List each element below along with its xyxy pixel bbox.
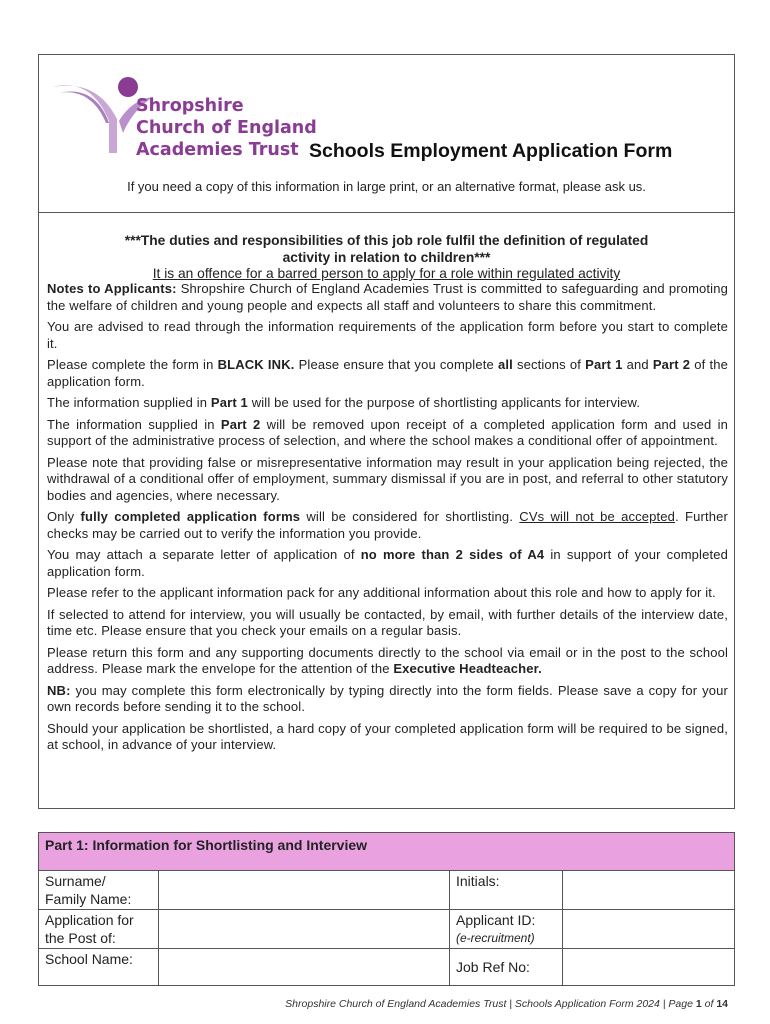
barred-person-warning: It is an offence for a barred person to apply for a role within regulated activity bbox=[152, 266, 621, 281]
note-paragraph: The information supplied in Part 1 will be used for the purpose of shortlisting applicants for interview. bbox=[47, 395, 641, 410]
school-name-field[interactable] bbox=[159, 949, 450, 986]
form-title: Schools Employment Application Form bbox=[309, 140, 673, 162]
note-paragraph: Please refer to the applicant information pack for any additional information about this role and how to apply for it. bbox=[47, 585, 716, 600]
job-ref-label: Job Ref No: bbox=[450, 949, 563, 986]
page-footer: Shropshire Church of England Academies Trust | Schools Application Form 2024 | Page 1 of 14 bbox=[285, 998, 728, 1010]
large-print-note: If you need a copy of this information in large print, or an alternative format, please ask us. bbox=[127, 179, 646, 194]
note-paragraph: If selected to attend for interview, you will usually be contacted, by email, with further details of the interview date, time etc. Please ensure that you check your emails on a regular basis. bbox=[47, 606, 728, 638]
applicant-notes bbox=[39, 281, 734, 754]
note-paragraph: Only fully completed application forms will be considered for shortlisting. CVs will not be accepted. Further checks may be carried out to verify the information you provide. bbox=[47, 509, 728, 541]
surname-field[interactable] bbox=[159, 871, 450, 910]
initials-field[interactable] bbox=[563, 871, 735, 910]
note-paragraph: Please note that providing false or misrepresentative information may result in your application being rejected, the withdrawal of a conditional offer of employment, summary dismissal if you are in post, and referral to other statutory bodies and agencies, where necessary. bbox=[47, 454, 728, 503]
logo-text-line-1: Shropshire bbox=[136, 96, 244, 116]
note-paragraph: The information supplied in Part 2 will be removed upon receipt of a completed application form and used in support of the administrative process of selection, and where the school makes a conditional offer of appointment. bbox=[47, 416, 729, 448]
note-paragraph: Notes to Applicants: Shropshire Church of England Academies Trust is committed to safeguarding and promoting the welfare of children and young people and expects all staff and volunteers to share this commitment. bbox=[47, 281, 728, 313]
post-label: Application for the Post of: bbox=[39, 910, 159, 949]
job-ref-field[interactable] bbox=[563, 949, 735, 986]
part1-heading: Part 1: Information for Shortlisting and Interview bbox=[39, 833, 735, 871]
part1-table bbox=[38, 832, 735, 986]
surname-label: Surname/ Family Name: bbox=[39, 871, 159, 910]
regulated-line-2: activity in relation to children*** bbox=[282, 250, 491, 265]
notes-box bbox=[38, 212, 735, 809]
logo-text-line-3: Academies Trust bbox=[136, 140, 299, 160]
post-field[interactable] bbox=[159, 910, 450, 949]
note-paragraph: Please complete the form in BLACK INK. Please ensure that you complete all sections of Part 1 and Part 2 of the application form. bbox=[47, 357, 729, 389]
regulated-line-1: ***The duties and responsibilities of this job role fulfil the definition of regulated bbox=[124, 233, 649, 248]
note-paragraph: Should your application be shortlisted, a hard copy of your completed application form will be required to be signed, at school, in advance of your interview. bbox=[47, 720, 728, 752]
regulated-activity-notice bbox=[39, 232, 734, 266]
note-paragraph: Please return this form and any supporting documents directly to the school via email or in the post to the school address. Please mark the envelope for the attention of the Executive Headteacher. bbox=[47, 644, 728, 676]
note-paragraph: You are advised to read through the information requirements of the application form before you start to complete it. bbox=[47, 319, 728, 351]
note-paragraph: You may attach a separate letter of application of no more than 2 sides of A4 in support of your completed application form. bbox=[47, 547, 728, 579]
initials-label: Initials: bbox=[450, 871, 563, 910]
note-paragraph: NB: you may complete this form electronically by typing directly into the form fields. Please save a copy for your own records before sending it to the school. bbox=[47, 682, 728, 714]
logo-text-line-2: Church of England bbox=[136, 118, 317, 138]
header-box bbox=[38, 54, 735, 213]
applicant-id-field[interactable] bbox=[563, 910, 735, 949]
applicant-id-label: Applicant ID: (e-recruitment) bbox=[450, 910, 563, 949]
school-name-label: School Name: bbox=[39, 949, 159, 986]
